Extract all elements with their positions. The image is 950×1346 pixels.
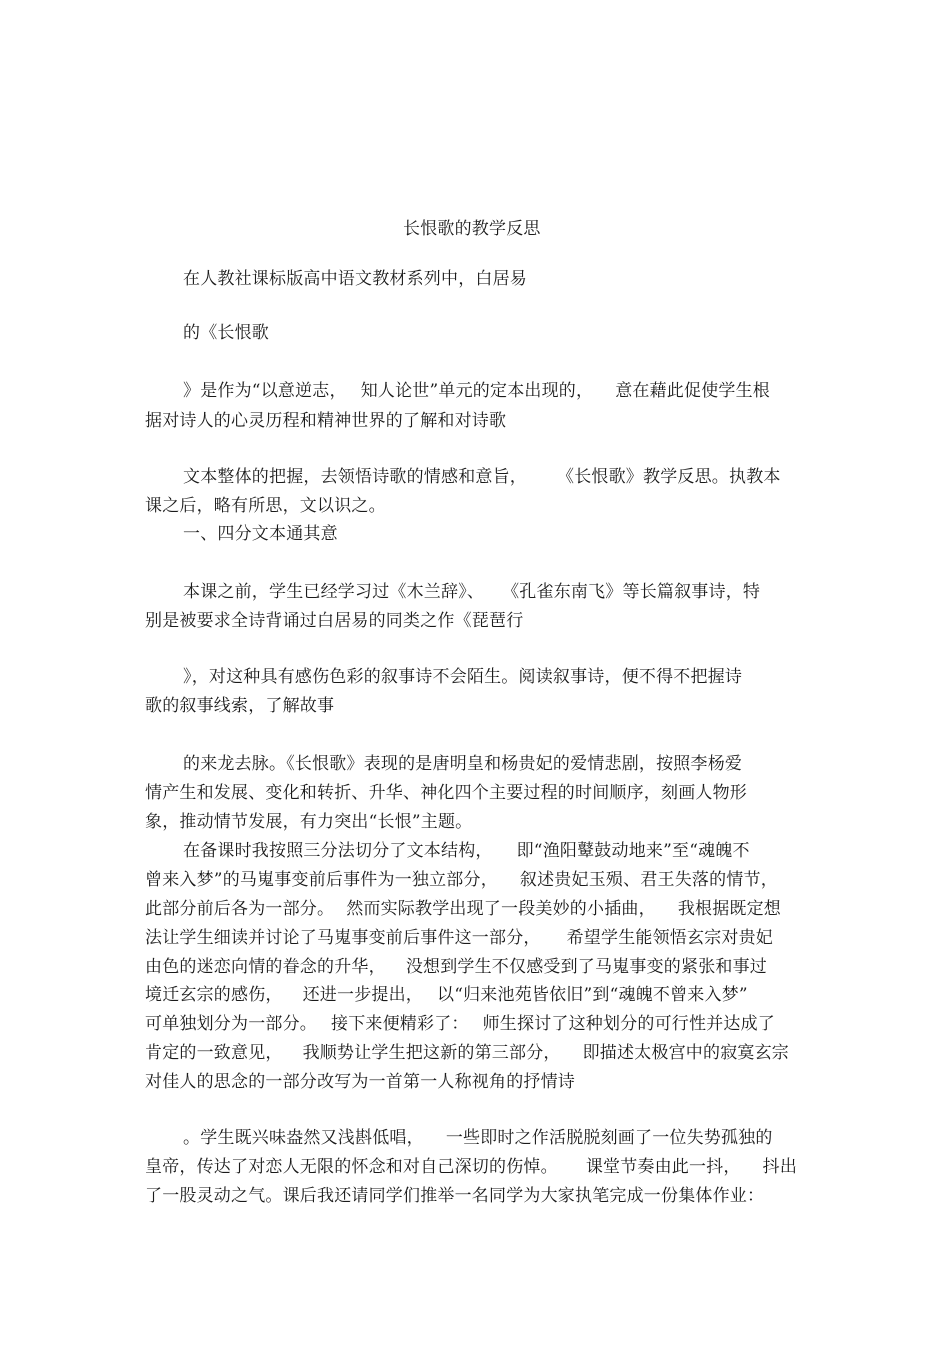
- text-segment: 曾来入梦”的马嵬事变前后事件为一独立部分，: [145, 870, 498, 890]
- text-line: [145, 870, 778, 890]
- text-segment: 文本整体的把握，去领悟诗歌的情感和意旨，: [183, 467, 527, 487]
- text-segment: 师生探讨了这种划分的可行性并达成了: [482, 1014, 776, 1034]
- text-segment: 。学生既兴味盎然又浅斟低唱，: [183, 1128, 424, 1148]
- text-segment: 希望学生能领悟玄宗对贵妃: [566, 928, 774, 948]
- text-segment: 》是作为“以意逆志，: [183, 381, 347, 401]
- text-line: [145, 1014, 775, 1034]
- text-segment: 此部分前后各为一部分。: [145, 899, 335, 919]
- text-segment: 本课之前，学生已经学习过《木兰辞》、: [183, 582, 485, 602]
- text-segment: 在备课时我按照三分法切分了文本结构，: [183, 841, 493, 861]
- text-segment: 然而实际教学出现了一段美妙的小插曲，: [346, 899, 656, 919]
- text-segment: 知人论世”单元的定本出现的，: [360, 381, 594, 401]
- text-segment: 境迁玄宗的感伤，: [145, 985, 283, 1005]
- text-line: 课之后，略有所思，文以识之。: [145, 496, 386, 516]
- text-segment: 《孔雀东南飞》等长篇叙事诗，特: [502, 582, 761, 602]
- text-segment: 可单独划分为一部分。: [145, 1014, 317, 1034]
- text-line: 象，推动情节发展，有力突出“长恨”主题。: [145, 812, 473, 832]
- text-segment: 我根据既定想: [677, 899, 782, 919]
- text-line: 在人教社课标版高中语文教材系列中，白居易: [183, 269, 527, 289]
- text-line: 》，对这种具有感伤色彩的叙事诗不会陌生。阅读叙事诗，便不得不把握诗: [183, 667, 743, 687]
- text-line: 情产生和发展、变化和转折、升华、神化四个主要过程的时间顺序，刻画人物形: [145, 783, 747, 803]
- text-line: [145, 928, 773, 948]
- text-line: [183, 381, 770, 401]
- text-segment: 由色的迷恋向情的眷念的升华，: [145, 957, 386, 977]
- text-segment: 以“归来池苑皆依旧”到“魂魄不曾来入梦”: [437, 985, 748, 1005]
- text-segment: 没想到学生不仅感受到了马嵬事变的紧张和事过: [405, 957, 768, 977]
- text-line: 据对诗人的心灵历程和精神世界的了解和对诗歌: [145, 411, 507, 431]
- text-segment: 还进一步提出，: [302, 985, 424, 1005]
- text-line: 歌的叙事线索，了解故事: [145, 696, 335, 716]
- text-line: 对佳人的思念的一部分改写为一首第一人称视角的抒情诗: [145, 1072, 575, 1092]
- text-segment: 一些即时之作活脱脱刻画了一位失势孤独的: [445, 1128, 773, 1148]
- text-segment: 意在藉此促使学生根: [615, 381, 771, 401]
- text-line: 的来龙去脉。《长恨歌》表现的是唐明皇和杨贵妃的爱情悲剧，按照李杨爱: [183, 754, 743, 774]
- text-segment: 我顺势让学生把这新的第三部分，: [302, 1043, 561, 1063]
- text-line: [145, 899, 781, 919]
- text-segment: 法让学生细读并讨论了马嵬事变前后事件这一部分，: [145, 928, 541, 948]
- text-line: [145, 1157, 797, 1177]
- text-segment: 接下来便精彩了：: [331, 1014, 469, 1034]
- text-line: [183, 1128, 773, 1148]
- text-line: 别是被要求全诗背诵过白居易的同类之作《琵琶行: [145, 611, 524, 631]
- text-segment: 抖出: [762, 1157, 798, 1177]
- text-line: [183, 841, 750, 861]
- text-line: [145, 1043, 789, 1063]
- text-line: [183, 467, 781, 487]
- text-segment: 即“渔阳鼙鼓动地来”至“魂魄不: [516, 841, 750, 861]
- text-segment: 即描述太极宫中的寂寞玄宗: [582, 1043, 790, 1063]
- document-title: 长恨歌的教学反思: [403, 219, 541, 239]
- text-segment: 肯定的一致意见，: [145, 1043, 283, 1063]
- text-segment: 《长恨歌》教学反思。执教本: [557, 467, 781, 487]
- text-line: 了一股灵动之气。课后我还请同学们推举一名同学为大家执笔完成一份集体作业：: [145, 1186, 765, 1206]
- text-segment: 叙述贵妃玉殒、君王失落的情节，: [519, 870, 778, 890]
- text-line: [183, 582, 760, 602]
- text-segment: 课堂节奏由此一抖，: [585, 1157, 741, 1177]
- text-segment: 皇帝，传达了对恋人无限的怀念和对自己深切的伤悼。: [145, 1157, 558, 1177]
- text-line: [145, 957, 767, 977]
- text-line: [145, 985, 748, 1005]
- section-heading: 一、四分文本通其意: [183, 524, 338, 544]
- text-line: 的《长恨歌: [183, 323, 269, 343]
